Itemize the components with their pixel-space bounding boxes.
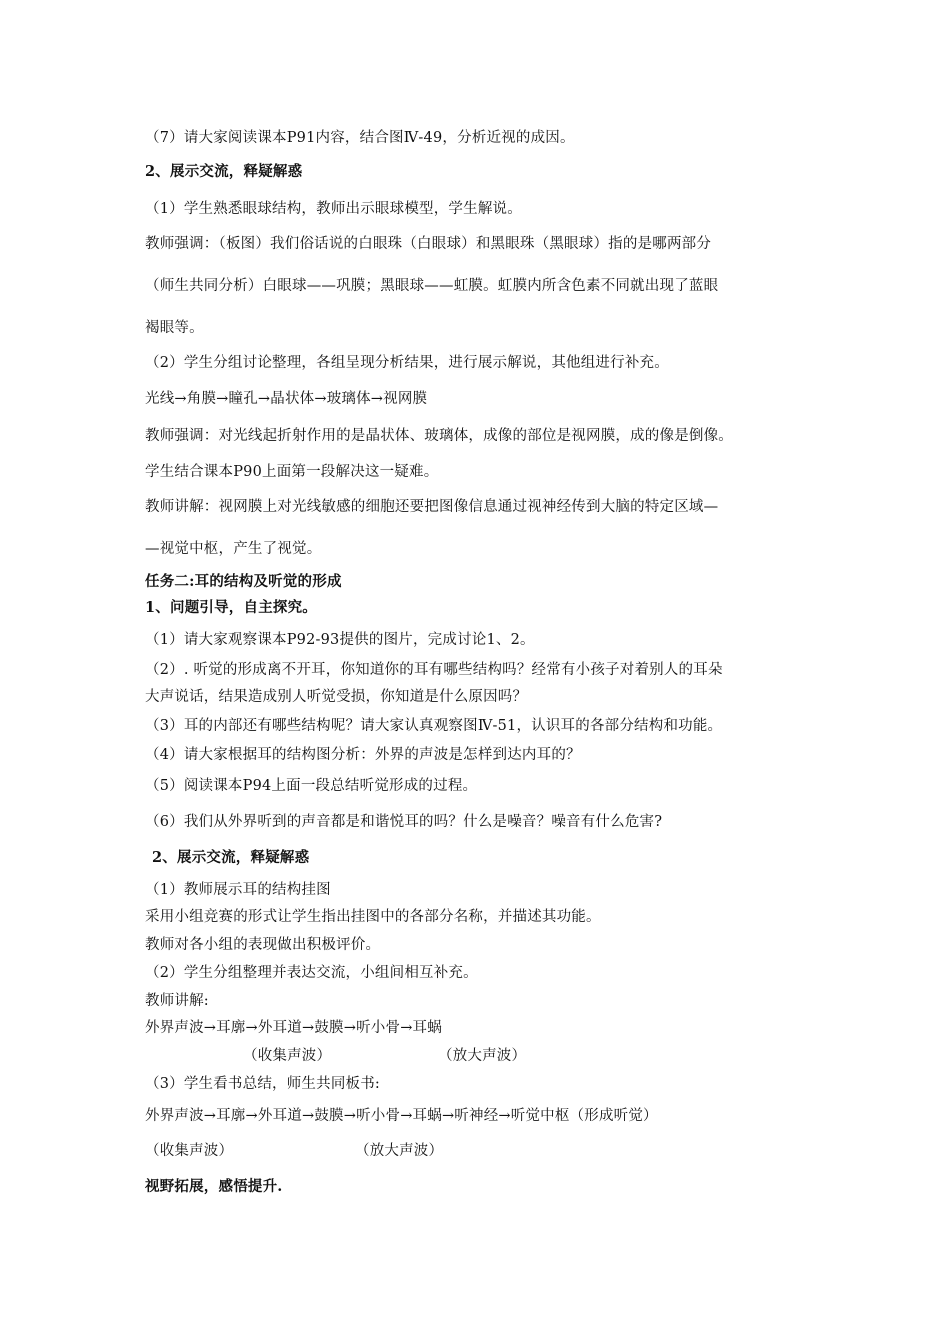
section-heading: 2、展示交流，释疑解惑 (145, 163, 303, 180)
text-line: 教师对各小组的表现做出积极评价。 (145, 937, 381, 953)
flow-note: （放大声波） (438, 1048, 527, 1064)
text-line: （1）教师展示耳的结构挂图 (145, 882, 331, 898)
flow-note: （收集声波） (145, 1143, 234, 1159)
task-heading: 任务二:耳的结构及听觉的形成 (145, 573, 342, 590)
text-line: （6）我们从外界听到的声音都是和谐悦耳的吗？什么是噪音？噪音有什么危害? (145, 814, 663, 830)
flow-note: （收集声波） (243, 1048, 332, 1064)
text-line: 教师讲解: (145, 993, 209, 1009)
flow-line: 外界声波→耳廓→外耳道→鼓膜→听小骨→耳蜗 (145, 1020, 442, 1036)
text-line: 教师强调：对光线起折射作用的是晶状体、玻璃体，成像的部位是视网膜，成的像是倒像。 (145, 428, 733, 444)
text-line: 学生结合课本P90上面第一段解决这一疑难。 (145, 464, 439, 480)
text-line: （4）请大家根据耳的结构图分析：外界的声波是怎样到达内耳的？ (145, 747, 581, 763)
text-line: （2）学生分组讨论整理，各组呈现分析结果，进行展示解说，其他组进行补充。 (145, 355, 669, 371)
text-line: （5）阅读课本P94上面一段总结听觉形成的过程。 (145, 778, 478, 794)
text-line: 教师讲解：视网膜上对光线敏感的细胞还要把图像信息通过视神经传到大脑的特定区域— (145, 499, 719, 515)
text-line: 教师强调：（板图）我们俗话说的白眼珠（白眼球）和黑眼珠（黑眼球）指的是哪两部分 (145, 236, 712, 252)
section-heading: 2、展示交流，释疑解惑 (152, 849, 310, 866)
text-line: （2）学生分组整理并表达交流，小组间相互补充。 (145, 965, 478, 981)
text-line: 大声说话，结果造成别人听觉受损，你知道是什么原因吗？ (145, 689, 528, 705)
text-line: （2）. 听觉的形成离不开耳，你知道你的耳有哪些结构吗？经常有小孩子对着别人的耳朵 (145, 662, 723, 678)
text-line: 采用小组竞赛的形式让学生指出挂图中的各部分名称，并描述其功能。 (145, 909, 601, 925)
text-line: （7）请大家阅读课本P91内容，结合图Ⅳ-49，分析近视的成因。 (145, 130, 575, 146)
flow-line: 外界声波→耳廓→外耳道→鼓膜→听小骨→耳蜗→听神经→听觉中枢（形成听觉） (145, 1108, 658, 1124)
text-line: （1）学生熟悉眼球结构，教师出示眼球模型，学生解说。 (145, 201, 522, 217)
section-heading: 视野拓展，感悟提升. (145, 1178, 283, 1195)
text-line: （3）学生看书总结，师生共同板书: (145, 1076, 381, 1092)
text-line: （1）请大家观察课本P92-93提供的图片，完成讨论1、2。 (145, 632, 535, 648)
text-line: （3）耳的内部还有哪些结构呢？请大家认真观察图Ⅳ-51，认识耳的各部分结构和功能。 (145, 718, 723, 734)
text-line: （师生共同分析）白眼球——巩膜；黑眼球——虹膜。虹膜内所含色素不同就出现了蓝眼 (145, 278, 719, 294)
flow-note: （放大声波） (355, 1143, 444, 1159)
section-heading: 1、问题引导，自主探究。 (145, 599, 317, 616)
flow-line: 光线→角膜→瞳孔→晶状体→玻璃体→视网膜 (145, 391, 428, 407)
text-line: 褐眼等。 (145, 320, 204, 336)
text-line: —视觉中枢，产生了视觉。 (145, 541, 322, 557)
